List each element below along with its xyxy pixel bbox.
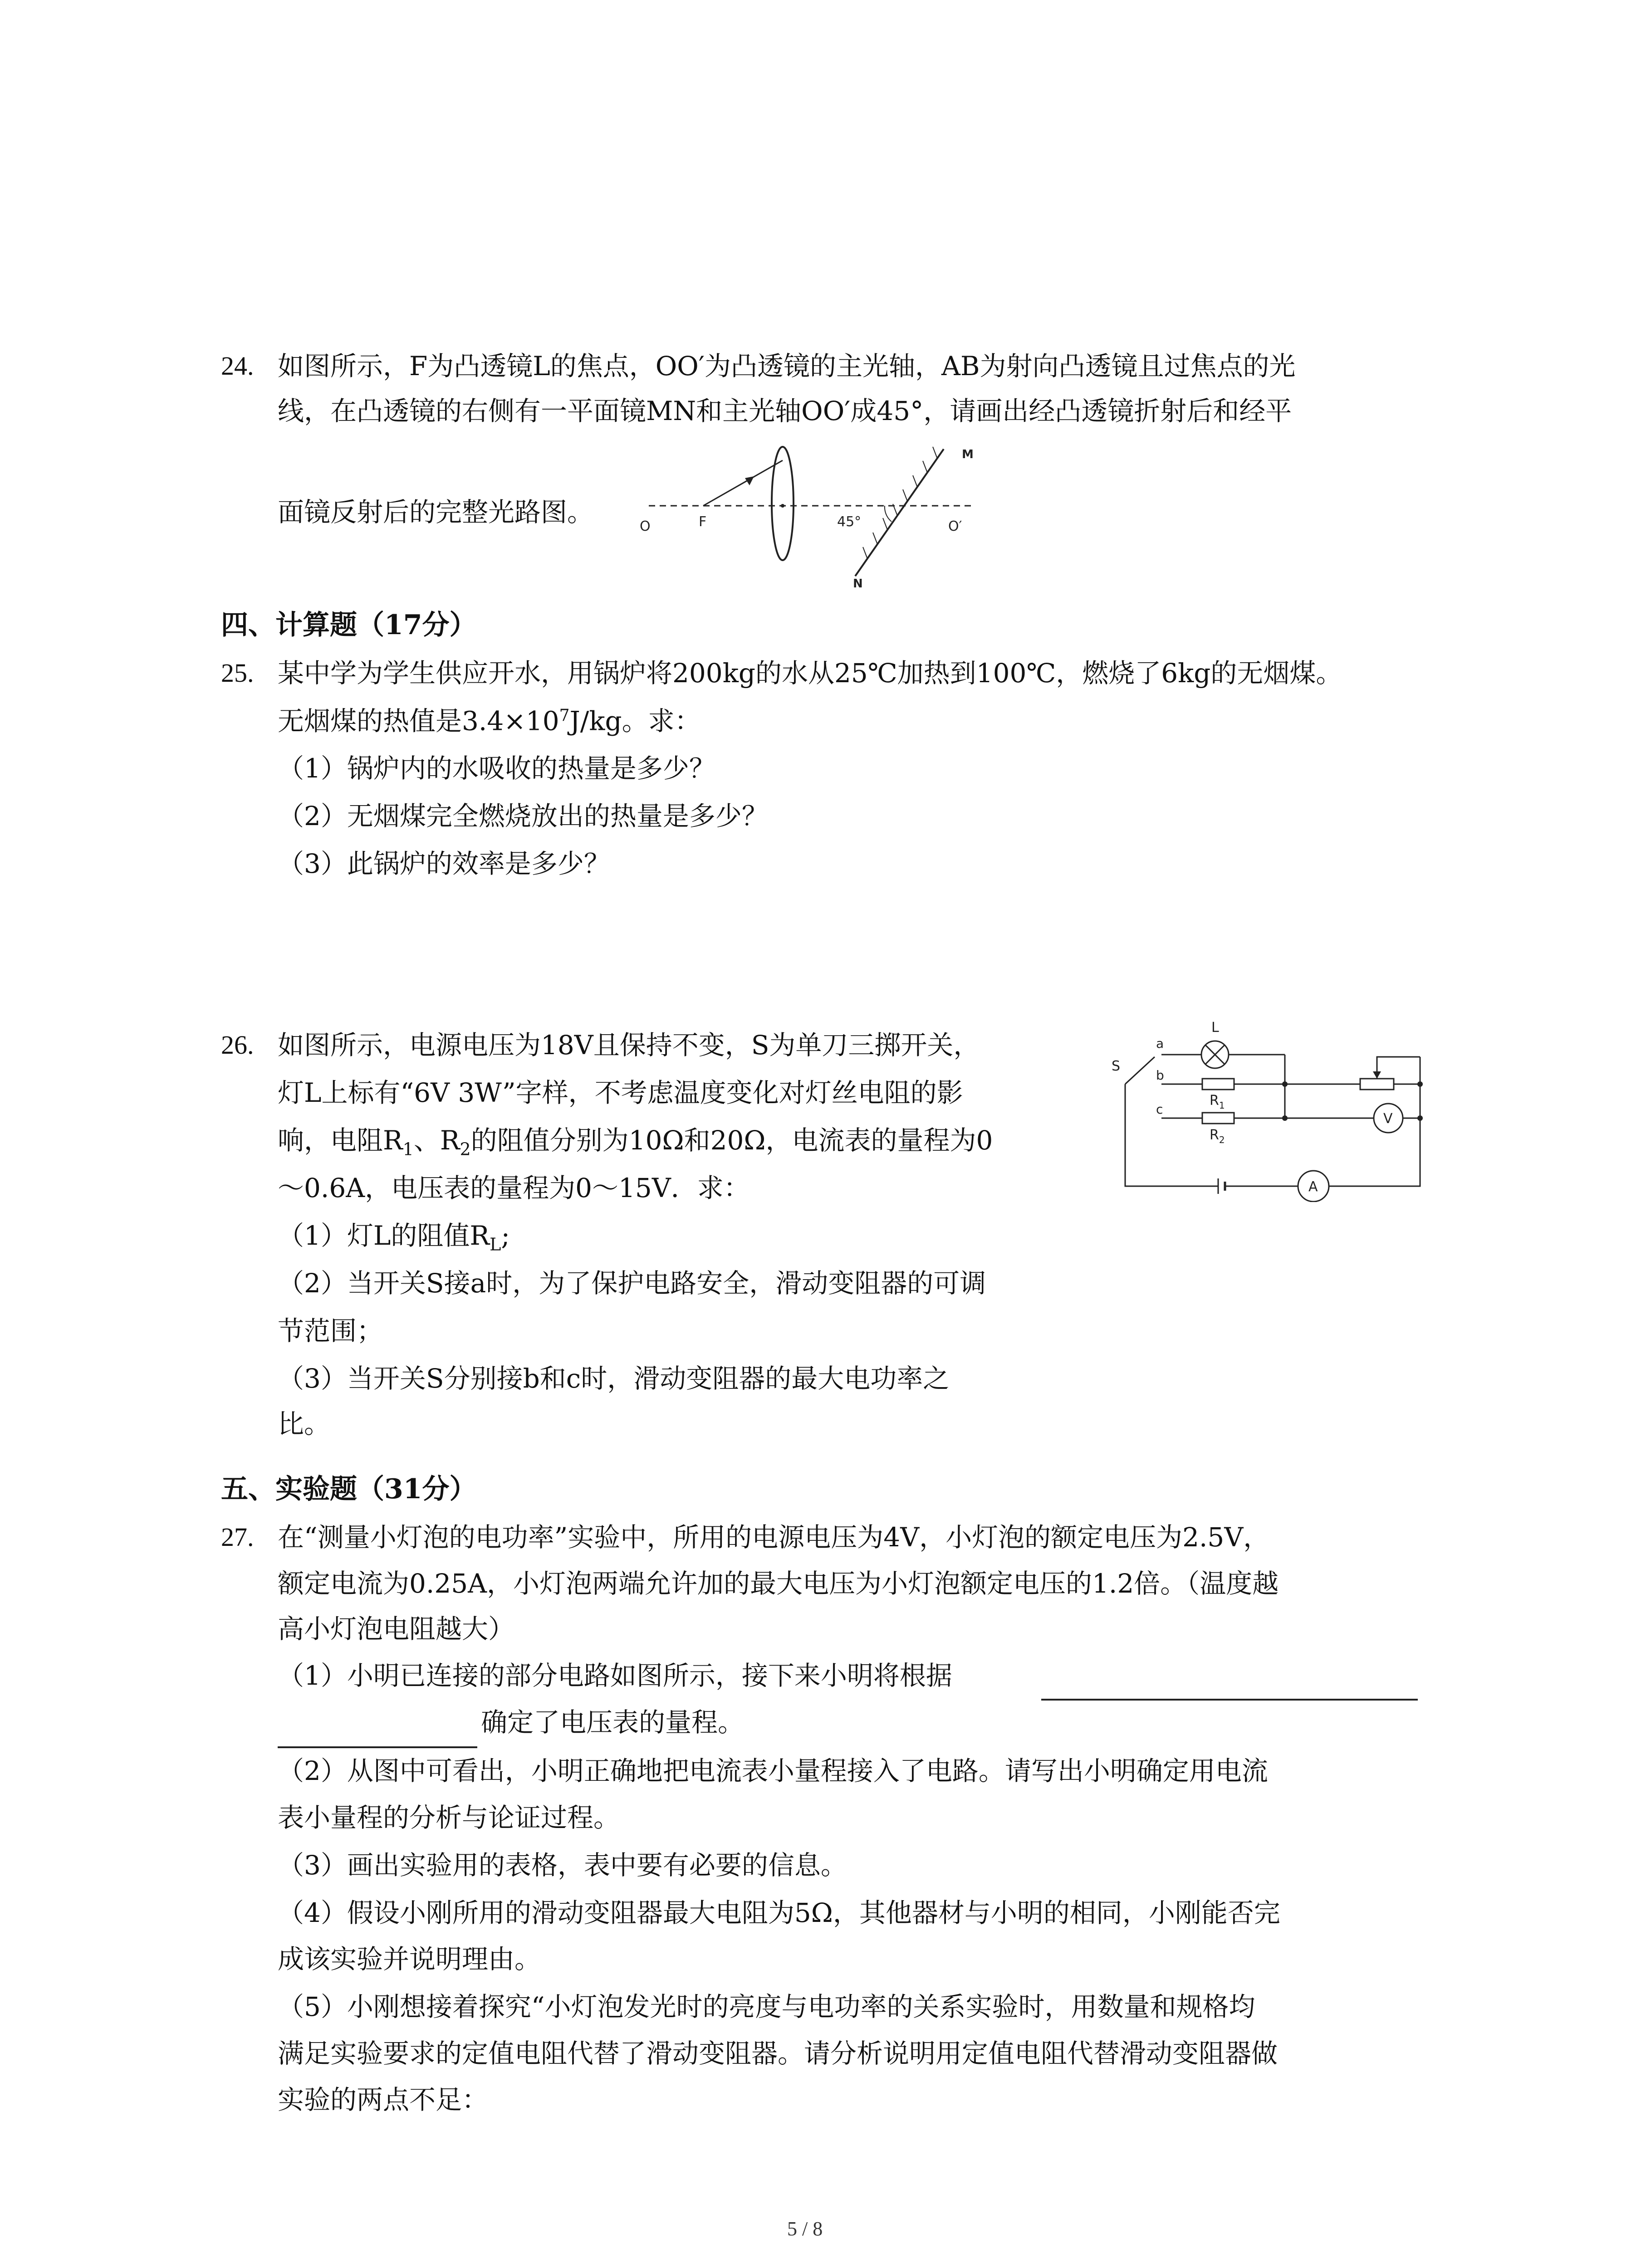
- label-R1: $R_1$: [1210, 1093, 1225, 1111]
- incident-ray: [703, 460, 783, 506]
- resistor-R1: [1202, 1079, 1234, 1090]
- sub-question: （5）小刚想接着探究“小灯泡发光时的亮度与电功率的关系实验时，用数量和规格均: [278, 1991, 1255, 2022]
- question-text-line: 面镜反射后的完整光路图。: [278, 497, 594, 528]
- answer-blank[interactable]: [1041, 1676, 1418, 1701]
- answer-blank[interactable]: [278, 1724, 477, 1748]
- label-O-prime: O′: [948, 518, 962, 534]
- label-M: M: [962, 448, 974, 461]
- plane-mirror: [855, 449, 944, 576]
- sub-question: 确定了电压表的量程。: [481, 1707, 745, 1738]
- switch-blade: [1125, 1057, 1155, 1084]
- label-R2: $R_2$: [1210, 1127, 1225, 1145]
- rheostat: [1360, 1079, 1394, 1090]
- sub-question: （4）假设小刚所用的滑动变阻器最大电阻为5Ω，其他器材与小明的相同，小刚能否完: [278, 1897, 1280, 1928]
- section-heading: 四、计算题（17分）: [221, 609, 477, 641]
- question-text-line: 某中学为学生供应开水，用锅炉将200kg的水从25℃加热到100℃，燃烧了6kg的无烟煤。: [278, 658, 1342, 689]
- label-A: A: [1308, 1179, 1318, 1195]
- optics-figure: [631, 440, 1003, 590]
- sub-question: （3）画出实验用的表格，表中要有必要的信息。: [278, 1850, 847, 1881]
- convex-lens: [772, 447, 794, 560]
- section-heading: 五、实验题（31分）: [221, 1473, 477, 1505]
- question-text-line: 响，电阻$R_1$、$R_2$的阻值分别为10Ω和20Ω，电流表的量程为0: [278, 1125, 993, 1159]
- sub-question: 比。: [278, 1408, 331, 1439]
- question-text-line: ～0.6A，电压表的量程为0～15V．求：: [278, 1173, 750, 1203]
- question-text-line: 如图所示，F为凸透镜L的焦点，OO′为凸透镜的主光轴，AB为射向凸透镜且过焦点的光: [278, 351, 1296, 381]
- sub-question: （1）小明已连接的部分电路如图所示，接下来小明将根据: [278, 1660, 952, 1691]
- sub-question: 表小量程的分析与论证过程。: [278, 1802, 620, 1833]
- label-b: b: [1156, 1068, 1164, 1083]
- sub-question: （3）当开关S分别接b和c时，滑动变阻器的最大电功率之: [278, 1363, 950, 1394]
- page-number: 5 / 8: [787, 2218, 823, 2240]
- junction-dot: [1417, 1115, 1423, 1121]
- question-number: 26.: [221, 1030, 254, 1060]
- resistor-R2: [1202, 1113, 1234, 1124]
- question-text-line: 线，在凸透镜的右侧有一平面镜MN和主光轴OO′成45°，请画出经凸透镜折射后和经平: [278, 396, 1292, 426]
- junction-dot: [1417, 1081, 1423, 1087]
- question-number: 24.: [221, 351, 254, 381]
- sub-question: 满足实验要求的定值电阻代替了滑动变阻器。请分析说明用定值电阻代替滑动变阻器做: [278, 2038, 1278, 2069]
- sub-question: （2）从图中可看出，小明正确地把电流表小量程接入了电路。请写出小明确定用电流: [278, 1755, 1268, 1786]
- label-S: S: [1112, 1058, 1121, 1074]
- question-number: 27.: [221, 1522, 254, 1552]
- slider-arrow: [1373, 1071, 1381, 1079]
- label-F: F: [699, 514, 707, 530]
- label-N: N: [853, 577, 863, 590]
- label-L: L: [1211, 1020, 1219, 1036]
- sub-question: （2）无烟煤完全燃烧放出的热量是多少？: [278, 801, 768, 831]
- mirror-hatching: [863, 447, 937, 559]
- label-a: a: [1156, 1036, 1164, 1051]
- label-angle: 45°: [837, 514, 862, 530]
- junction-dot: [1282, 1115, 1288, 1121]
- angle-arc: [885, 506, 892, 522]
- question-text-line: 在“测量小灯泡的电功率”实验中，所用的电源电压为4V，小灯泡的额定电压为2.5V，: [278, 1522, 1270, 1553]
- sub-question: （1）锅炉内的水吸收的热量是多少？: [278, 753, 715, 784]
- label-V: V: [1383, 1111, 1393, 1127]
- question-text-line: 额定电流为0.25A，小灯泡两端允许加的最大电压为小灯泡额定电压的1.2倍。（温度越: [278, 1568, 1279, 1599]
- sub-question: （1）灯L的阻值$R_L$;: [278, 1220, 510, 1255]
- rheostat-slider-wire: [1377, 1057, 1420, 1079]
- junction-dot: [1282, 1081, 1288, 1087]
- question-text-line: 灯L上标有“6V 3W”字样，不考虑温度变化对灯丝电阻的影: [278, 1077, 963, 1108]
- sub-question: （2）当开关S接a时，为了保护电路安全，滑动变阻器的可调: [278, 1268, 986, 1299]
- lens-center-dot: [781, 504, 784, 508]
- label-O: O: [640, 518, 651, 534]
- sub-question: 节范围；: [278, 1315, 383, 1346]
- label-c: c: [1156, 1102, 1163, 1117]
- question-text-line: 高小灯泡电阻越大）: [278, 1613, 515, 1644]
- sub-question: 成该实验并说明理由。: [278, 1944, 541, 1975]
- sub-question: （3）此锅炉的效率是多少？: [278, 848, 610, 879]
- question-number: 25.: [221, 658, 254, 688]
- question-text-line: 无烟煤的热值是$3.4\times 10^7J/kg$。求：: [278, 705, 701, 737]
- circuit-figure: [1098, 1012, 1434, 1202]
- wire-left: [1125, 1084, 1218, 1186]
- question-text-line: 如图所示，电源电压为18V且保持不变，S为单刀三掷开关，: [278, 1030, 980, 1061]
- sub-question: 实验的两点不足：: [278, 2084, 489, 2115]
